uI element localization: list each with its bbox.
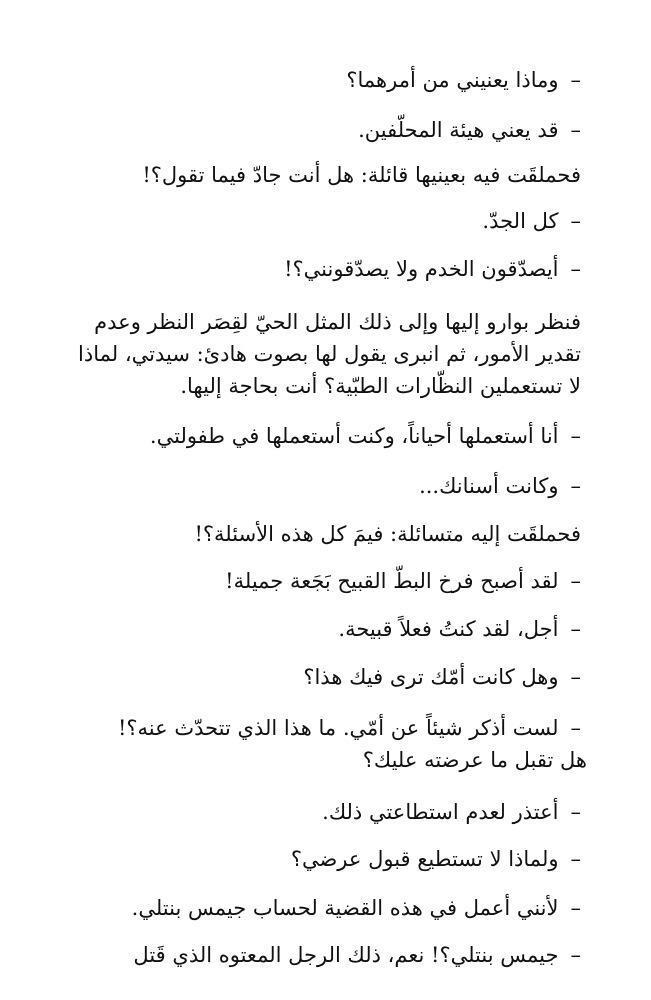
dialogue-line bbox=[66, 470, 581, 502]
dialogue-text: وماذا يعنيني من أمرهما؟ bbox=[346, 68, 559, 92]
dialogue-text: أنا أستعملها أحياناً، وكنت أستعملها في طفولتي. bbox=[149, 424, 559, 448]
dialogue-line bbox=[66, 420, 581, 452]
dialogue-text: أيصدّقون الخدم ولا يصدّقونني؟! bbox=[284, 257, 559, 281]
narration-line bbox=[66, 518, 581, 550]
dialogue-dash: – bbox=[570, 257, 581, 281]
dialogue-dash: – bbox=[570, 943, 581, 967]
narration-paragraph bbox=[40, 306, 581, 402]
dialogue-line bbox=[66, 796, 581, 828]
dialogue-text: لست أذكر شيئاً عن أمّي. ما هذا الذي تتحدّث عنه؟! bbox=[117, 716, 559, 740]
dialogue-dash: – bbox=[570, 569, 581, 593]
dialogue-line bbox=[66, 661, 581, 693]
dialogue-text: لقد أصبح فرخ البطّ القبيح بَجَعة جميلة! bbox=[225, 569, 559, 593]
narration-line: تقدير الأمور، ثم انبرى يقول لها بصوت هادئ: سيدتي، لماذا bbox=[78, 342, 581, 366]
dialogue-line bbox=[66, 892, 581, 924]
dialogue-line bbox=[66, 565, 581, 597]
dialogue-text: أجل، لقد كنتُ فعلاً قبيحة. bbox=[338, 617, 559, 641]
dialogue-dash: – bbox=[570, 617, 581, 641]
dialogue-line: هل تقبل ما عرضته عليك؟ bbox=[362, 748, 587, 772]
dialogue-line bbox=[66, 253, 581, 285]
dialogue-dash: – bbox=[570, 716, 581, 740]
dialogue-line bbox=[66, 114, 581, 146]
dialogue-dash: – bbox=[570, 474, 581, 498]
dialogue-dash: – bbox=[570, 800, 581, 824]
dialogue-dash: – bbox=[570, 665, 581, 689]
dialogue-dash: – bbox=[570, 847, 581, 871]
dialogue-line bbox=[66, 843, 581, 875]
dialogue-text: وكانت أسنانك... bbox=[419, 474, 559, 498]
dialogue-dash: – bbox=[570, 118, 581, 142]
dialogue-dash: – bbox=[570, 209, 581, 233]
dialogue-text: ولماذا لا تستطيع قبول عرضي؟ bbox=[290, 847, 559, 871]
dialogue-line bbox=[66, 205, 581, 237]
dialogue-line bbox=[40, 712, 581, 744]
narration-line: فنظر بوارو إليها وإلى ذلك المثل الحيّ لقِصَر النظر وعدم bbox=[94, 310, 581, 334]
dialogue-text: قد يعني هيئة المحلّفين. bbox=[358, 118, 559, 142]
narration-text: فحملقَت إليه متسائلة: فيمَ كل هذه الأسئلة؟! bbox=[194, 522, 581, 546]
dialogue-text: أعتذر لعدم استطاعتي ذلك. bbox=[322, 800, 559, 824]
narration-line bbox=[66, 159, 581, 191]
dialogue-text: جيمس بنتلي؟! نعم، ذلك الرجل المعتوه الذي قَتل bbox=[133, 943, 559, 967]
dialogue-text: كل الجدّ. bbox=[482, 209, 559, 233]
dialogue-text: وهل كانت أمّك ترى فيك هذا؟ bbox=[303, 665, 559, 689]
dialogue-paragraph bbox=[40, 712, 587, 776]
narration-line: لا تستعملين النظّارات الطبّية؟ أنت بحاجة إليها. bbox=[180, 374, 581, 398]
narration-text: فحملقَت فيه بعينيها قائلة: هل أنت جادّ فيما تقول؟! bbox=[142, 163, 581, 187]
dialogue-dash: – bbox=[570, 424, 581, 448]
dialogue-dash: – bbox=[570, 68, 581, 92]
dialogue-line bbox=[66, 613, 581, 645]
dialogue-dash: – bbox=[570, 896, 581, 920]
dialogue-line bbox=[66, 64, 581, 96]
dialogue-text: لأنني أعمل في هذه القضية لحساب جيمس بنتلي. bbox=[131, 896, 559, 920]
dialogue-line bbox=[40, 939, 581, 971]
